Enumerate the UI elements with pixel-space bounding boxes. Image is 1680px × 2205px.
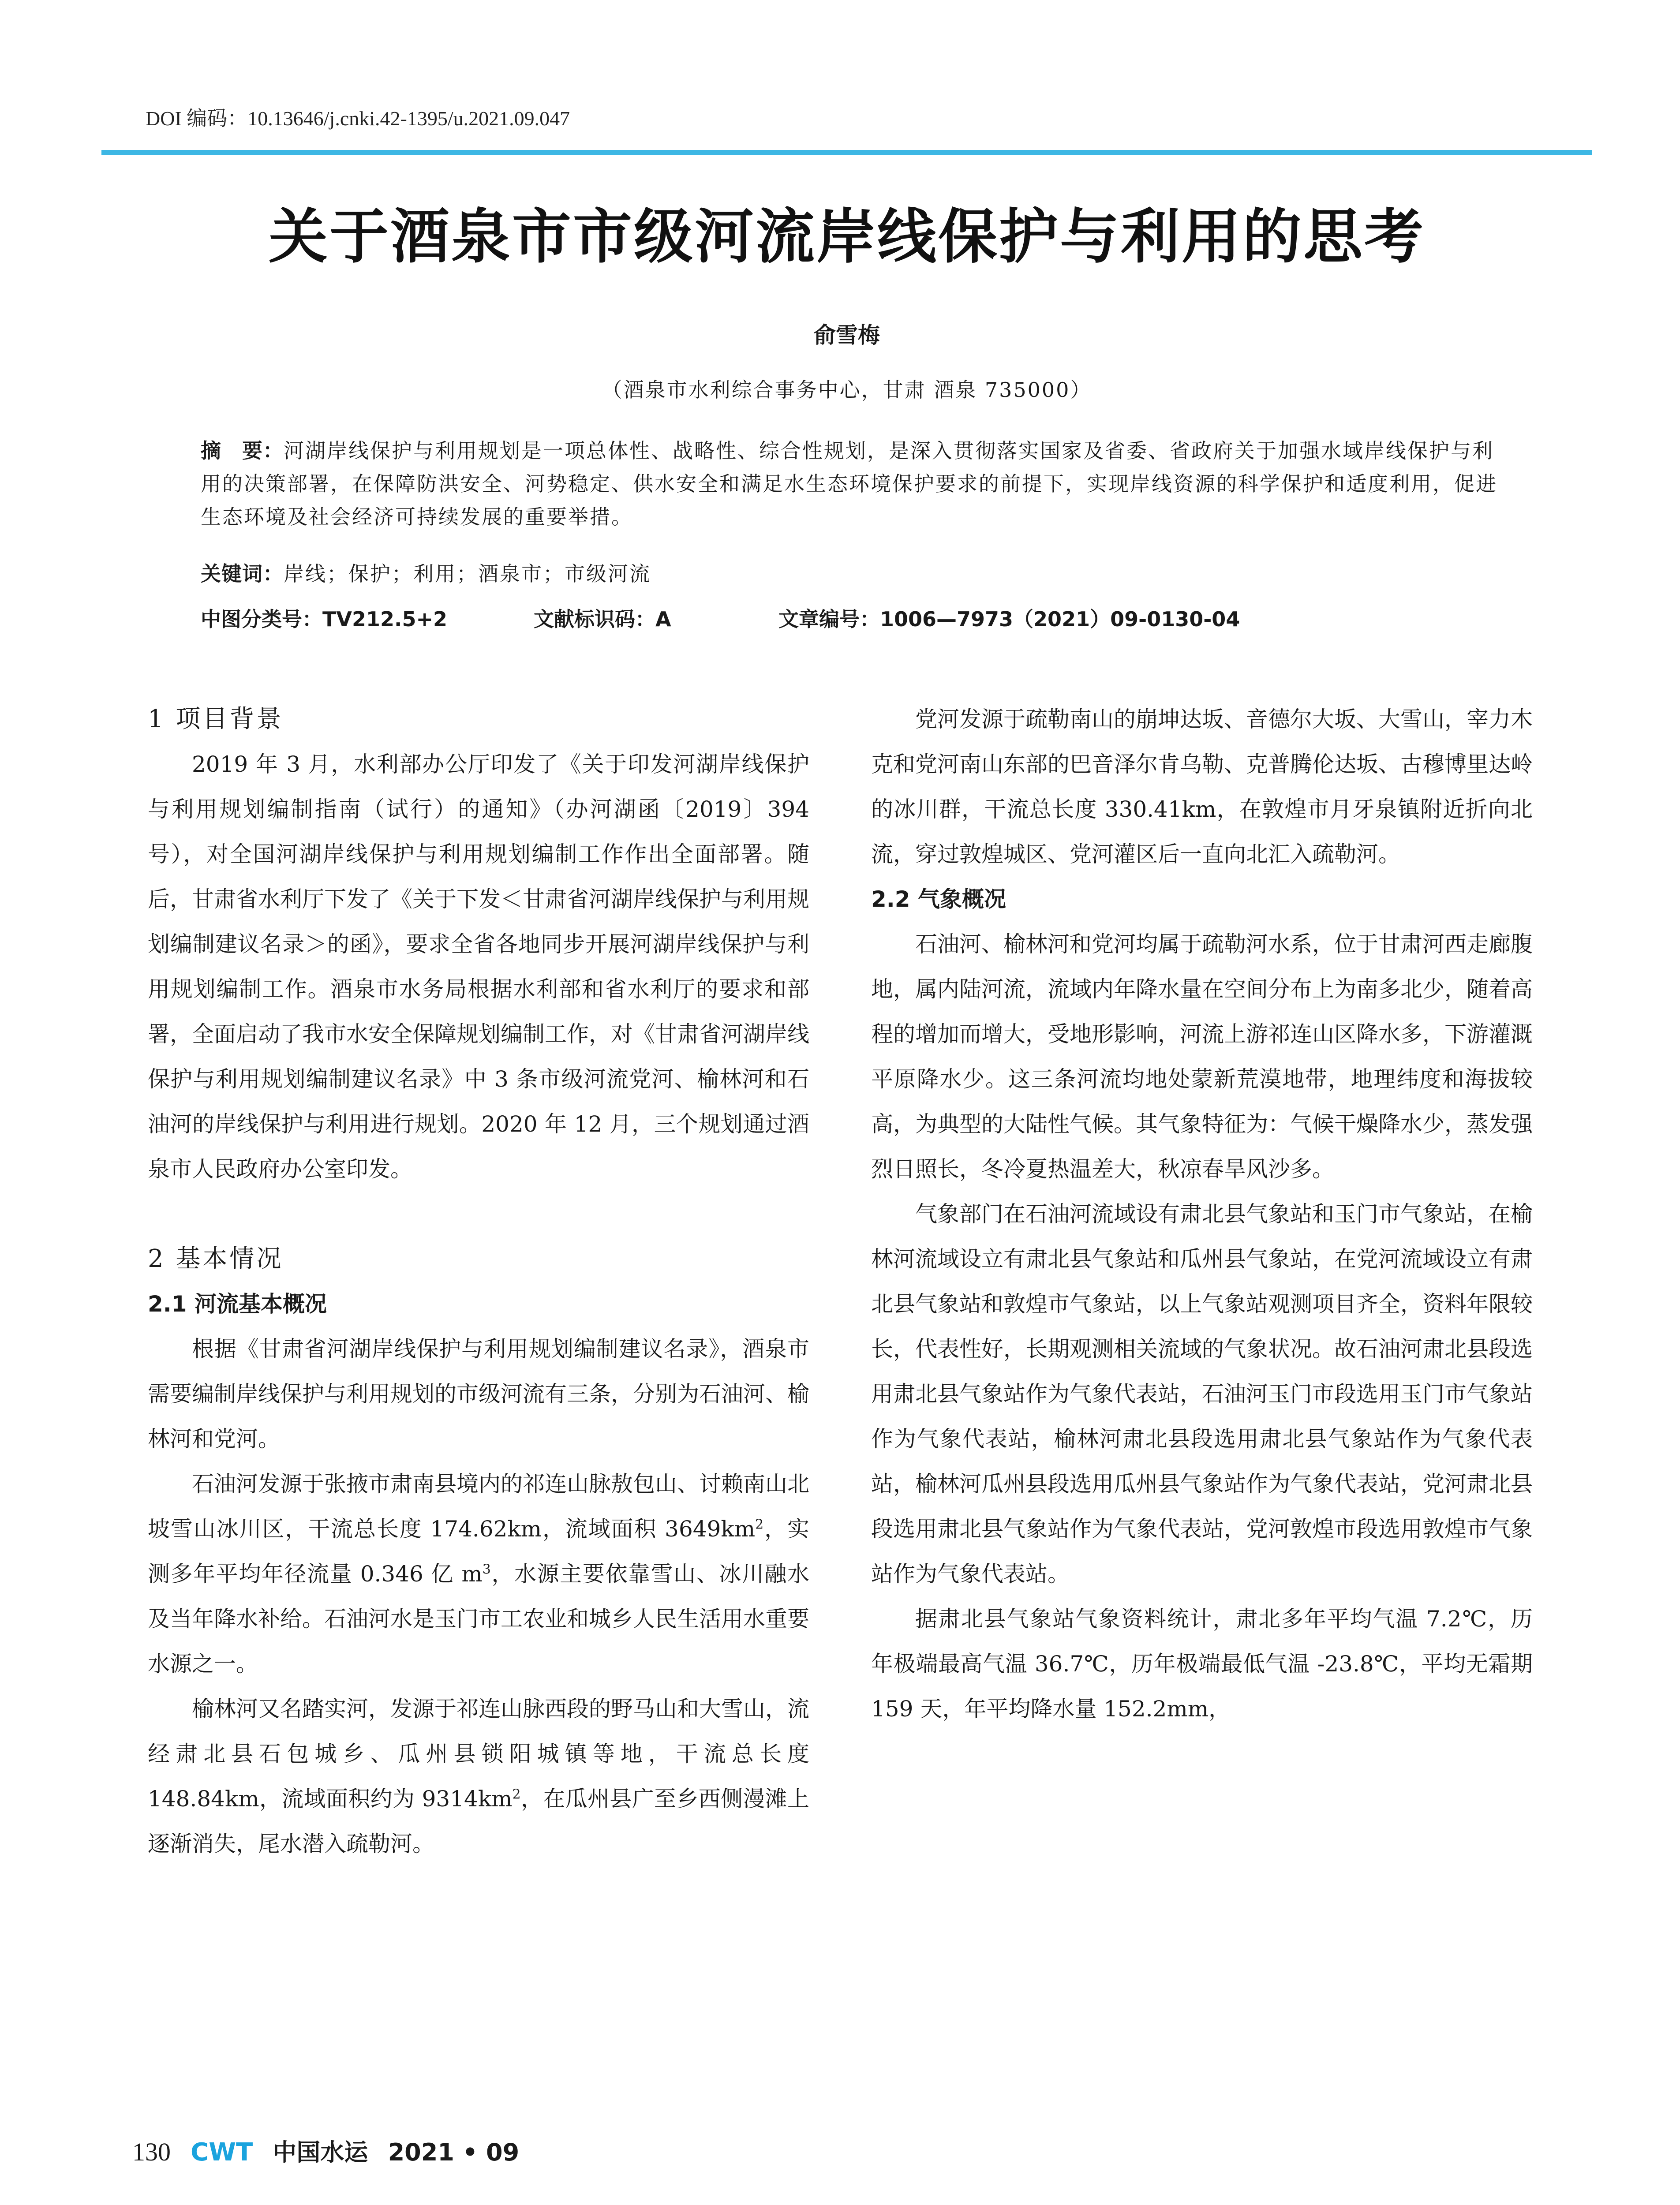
paragraph: 据肃北县气象站气象资料统计，肃北多年平均气温 7.2℃，历年极端最高气温 36.7℃，历年极端最低气温 -23.8℃，平均无霜期 159 天，年平均降水量 152.2mm， — [871, 1606, 1533, 1722]
paragraph: 石油河发源于张掖市肃南县境内的祁连山脉敖包山、讨赖南山北坡雪山冰川区，干流总长度 174.62km，流域面积 $3649km^2$，实测多年平均年径流量 0.346 亿 $m^3$，水源主要依靠雪山、冰川融水及当年降水补给。石油河水是玉门市工农业和城乡人民生活用水重要水源之一。 — [148, 1471, 810, 1677]
keywords — [201, 558, 1506, 587]
author-affiliation: （酒泉市水利综合事务中心，甘肃 酒泉 735000） — [602, 378, 1092, 402]
article-number: 文章编号：1006—7973（2021）09-0130-04 — [778, 607, 1240, 631]
paragraph: 气象部门在石油河流域设有肃北县气象站和玉门市气象站，在榆林河流域设立有肃北县气象站和瓜州县气象站，在党河流域设立有肃北县气象站和敦煌市气象站，以上气象站观测项目齐全，资料年限较长，代表性好，长期观测相关流域的气象状况。故石油河肃北县段选用肃北县气象站作为气象代表站，石油河玉门市段选用玉门市气象站作为气象代表站，榆林河肃北县段选用肃北县气象站作为气象代表站，榆林河瓜州县段选用瓜州县气象站作为气象代表站，党河肃北县段选用肃北县气象站作为气象代表站，党河敦煌市段选用敦煌市气象站作为气象代表站。 — [871, 1201, 1533, 1587]
keywords-text: 岸线；保护；利用；酒泉市；市级河流 — [284, 562, 651, 586]
left-column — [148, 697, 809, 1866]
article-title: 关于酒泉市市级河流岸线保护与利用的思考 — [268, 202, 1425, 271]
paragraph: 石油河、榆林河和党河均属于疏勒河水系，位于甘肃河西走廊腹地，属内陆河流，流域内年降水量在空间分布上为南多北少，随着高程的增加而增大，受地形影响，河流上游祁连山区降水多，下游灌溉平原降水少。这三条河流均地处蒙新荒漠地带，地理纬度和海拔较高，为典型的大陆性气候。其气象特征为：气候干燥降水少，蒸发强烈日照长，冬冷夏热温差大，秋凉春旱风沙多。 — [871, 931, 1533, 1182]
document-code: 文献标识码：A — [534, 607, 671, 631]
paragraph: 党河发源于疏勒南山的崩坤达坂、音德尔大坂、大雪山，宰力木克和党河南山东部的巴音泽尔肯乌勒、克普腾伦达坂、古穆博里达岭的冰川群，干流总长度 330.41km，在敦煌市月牙泉镇附近折向北流，穿过敦煌城区、党河灌区后一直向北汇入疏勒河。 — [871, 706, 1533, 867]
page-footer — [132, 2134, 531, 2169]
clc-number: 中图分类号：TV212.5+2 — [201, 607, 448, 631]
doi-line: DOI 编码：10.13646/j.cnki.42-1395/u.2021.09.047 — [146, 107, 570, 130]
issue-number: 2021 • 09 — [388, 2138, 520, 2166]
abstract-text: 河湖岸线保护与利用规划是一项总体性、战略性、综合性规划，是深入贯彻落实国家及省委、省政府关于加强水域岸线保护与利用的决策部署，在保障防洪安全、河势稳定、供水安全和满足水生态环境保护要求的前提下，实现岸线资源的科学保护和适度利用，促进生态环境及社会经济可持续发展的重要举措。 — [201, 439, 1497, 529]
classification-line — [201, 603, 1506, 634]
subsection-heading: 2.2 气象概况 — [871, 886, 1006, 912]
paragraph: 榆林河又名踏实河，发源于祁连山脉西段的野马山和大雪山，流经肃北县石包城乡、瓜州县锁阳城镇等地，干流总长度 148.84km，流域面积约为 $9314km^2$，在瓜州县广至乡西侧漫滩上逐渐消失，尾水潜入疏勒河。 — [148, 1696, 810, 1857]
paragraph: 2019 年 3 月，水利部办公厅印发了《关于印发河湖岸线保护与利用规划编制指南（试行）的通知》（办河湖函〔2019〕394 号），对全国河湖岸线保护与利用规划编制工作作出全面部署。随后，甘肃省水利厅下发了《关于下发＜甘肃省河湖岸线保护与利用规划编制建议名录＞的函》，要求全省各地同步开展河湖岸线保护与利用规划编制工作。酒泉市水务局根据水利部和省水利厅的要求和部署，全面启动了我市水安全保障规划编制工作，对《甘肃省河湖岸线保护与利用规划编制建议名录》中 3 条市级河流党河、榆林河和石油河的岸线保护与利用进行规划。2020 年 12 月，三个规划通过酒泉市人民政府办公室印发。 — [148, 751, 809, 1182]
subsection-heading: 2.1 河流基本概况 — [148, 1291, 327, 1317]
header-rule — [101, 150, 1592, 155]
magazine-name: 中国水运 — [273, 2138, 368, 2166]
brand-logo: CWT — [191, 2138, 253, 2167]
keywords-label: 关键词： — [201, 562, 284, 586]
right-column — [871, 697, 1533, 1731]
paragraph: 根据《甘肃省河湖岸线保护与利用规划编制建议名录》，酒泉市需要编制岸线保护与利用规划的市级河流有三条，分别为石油河、榆林河和党河。 — [148, 1336, 809, 1452]
section-heading: 2 基本情况 — [148, 1245, 284, 1273]
section-heading: 1 项目背景 — [148, 705, 284, 733]
page-number: 130 — [132, 2138, 171, 2166]
abstract-label: 摘 要： — [201, 439, 284, 463]
author-name: 俞雪梅 — [814, 322, 880, 348]
abstract — [201, 434, 1506, 534]
